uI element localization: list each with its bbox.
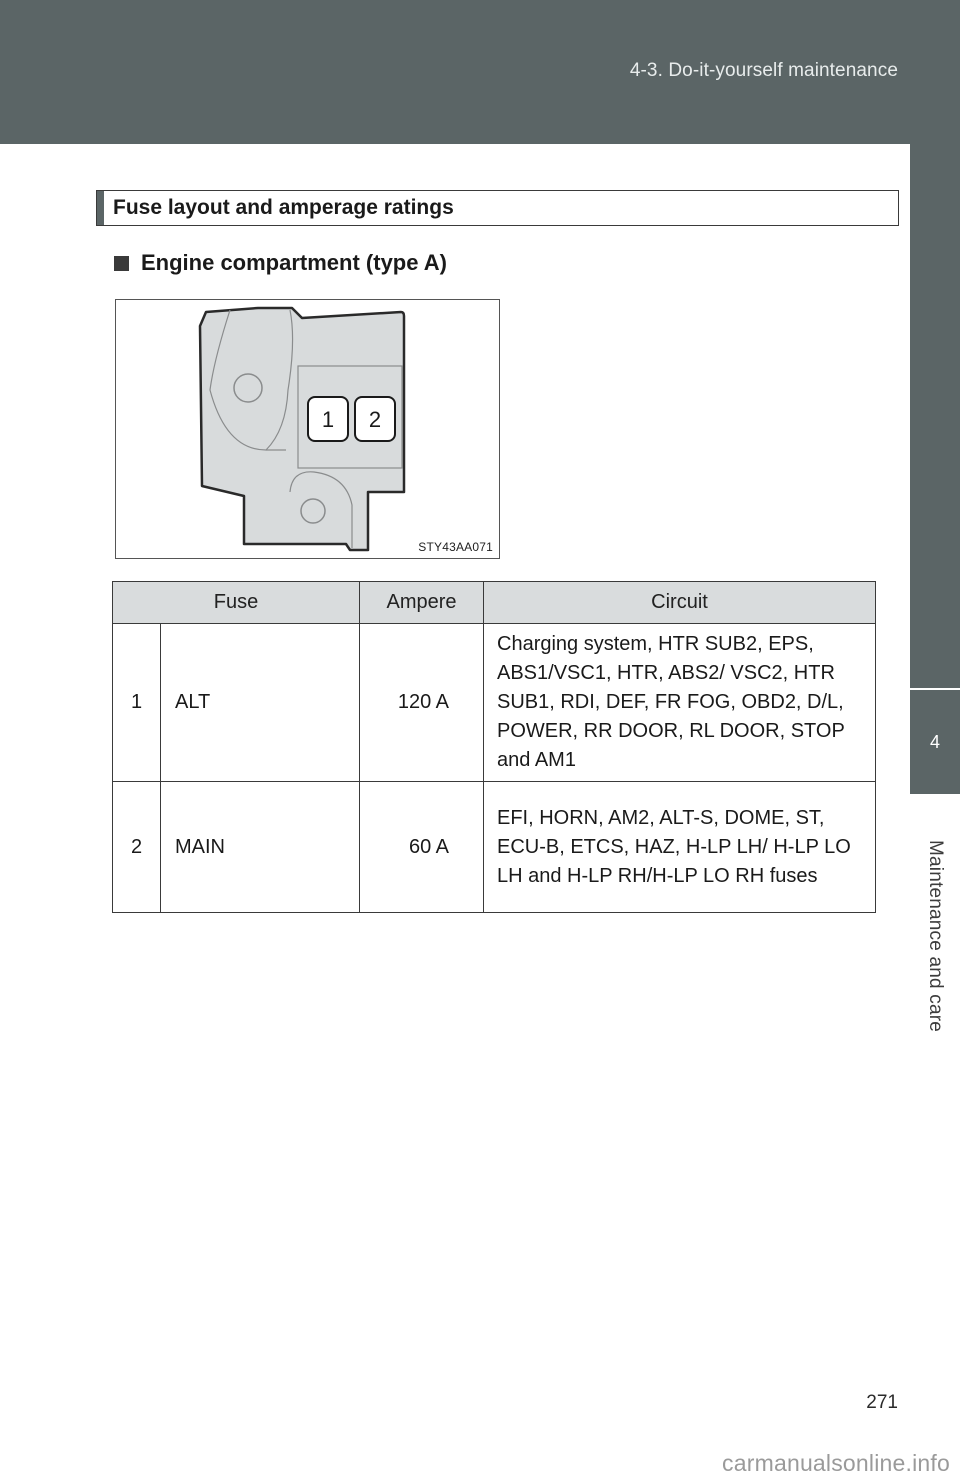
table-row (113, 624, 876, 782)
section-path-title: 4-3. Do-it-yourself maintenance (629, 60, 898, 81)
section-heading-text: Fuse layout and amperage ratings (113, 196, 454, 219)
fuse-number: 2 (113, 782, 161, 913)
fuse-circuit: EFI, HORN, AM2, ALT-S, DOME, ST, ECU-B, ETCS, HAZ, H-LP LH/ H-LP LO LH and H-LP RH/H-LP LO RH fuses (484, 782, 876, 913)
fuse-name: ALT (161, 624, 360, 782)
subsection-heading-text: Engine compartment (type A) (141, 250, 447, 275)
subsection-heading (114, 250, 447, 276)
section-heading (96, 190, 899, 226)
side-tab-upper (910, 144, 960, 688)
fuse-table (112, 581, 876, 913)
header-fuse: Fuse (113, 582, 360, 624)
table-row (113, 782, 876, 913)
fuse-ampere: 120 A (360, 624, 484, 782)
chapter-label: Maintenance and care (925, 839, 946, 1033)
chapter-number-tab: 4 (910, 690, 960, 794)
chapter-label-tab (910, 796, 960, 1076)
mounting-hole-upper (234, 374, 262, 402)
figure-code: STY43AA071 (418, 540, 493, 554)
fuse-number: 1 (113, 624, 161, 782)
header-ampere: Ampere (360, 582, 484, 624)
fuse-1-label: 1 (321, 407, 335, 432)
fuse-ampere: 60 A (360, 782, 484, 913)
page-number: 271 (866, 1392, 898, 1413)
header-circuit: Circuit (484, 582, 876, 624)
mounting-hole-lower (301, 499, 325, 523)
fuse-box-illustration (116, 300, 500, 559)
table-header-row (113, 582, 876, 624)
watermark: carmanualsonline.info (722, 1450, 950, 1476)
heading-marker (97, 191, 104, 225)
fuse-name: MAIN (161, 782, 360, 913)
square-bullet-icon (114, 256, 129, 271)
fuse-circuit: Charging system, HTR SUB2, EPS, ABS1/VSC1, HTR, ABS2/ VSC2, HTR SUB1, RDI, DEF, FR FOG, OBD2, D/L, POWER, RR DOOR, RL DOOR, STOP and AM1 (484, 624, 876, 782)
fuse-2-label: 2 (368, 407, 382, 432)
fuse-box-diagram (115, 299, 500, 559)
page-header-band (0, 0, 960, 144)
